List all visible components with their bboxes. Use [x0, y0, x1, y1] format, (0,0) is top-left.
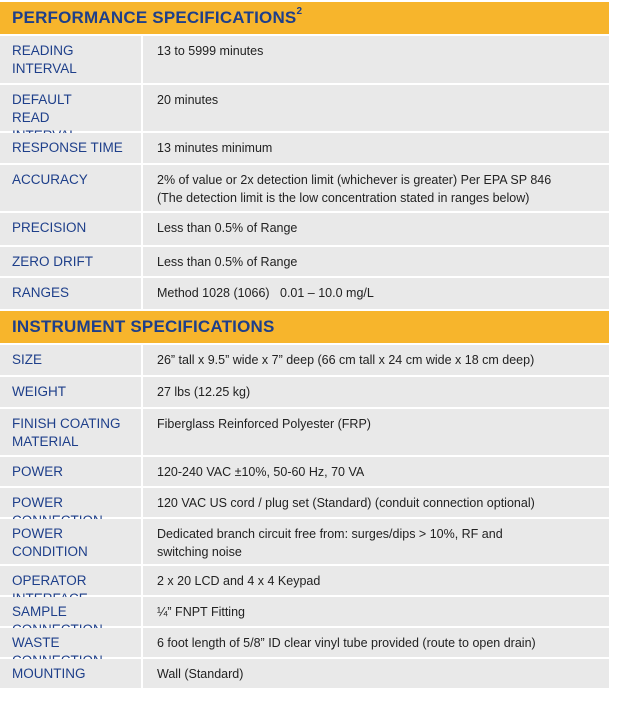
spec-value: 120-240 VAC ±10%, 50-60 Hz, 70 VA [143, 457, 609, 486]
spec-label: ACCURACY [0, 165, 141, 211]
spec-label: OPERATOR [0, 566, 141, 595]
performance-title-footnote: 2 [296, 6, 303, 18]
spec-label: SIZE [0, 345, 141, 375]
spec-value: 27 lbs (12.25 kg) [143, 377, 609, 407]
spec-label: POWER [0, 488, 141, 517]
spec-value: 2 x 20 LCD and 4 x 4 Keypad [143, 566, 609, 595]
spec-row-finish-coating-material [0, 409, 609, 455]
spec-row-waste-connection [0, 628, 609, 657]
spec-value: Less than 0.5% of Range [143, 213, 609, 245]
spec-value: Dedicated branch circuit free from: surges/dips > 10%, RF and switching noise [143, 519, 609, 564]
instrument-title: INSTRUMENT SPECIFICATIONS [12, 317, 275, 336]
spec-label: WASTE [0, 628, 141, 657]
spec-label: POWER CONDITION [0, 519, 141, 564]
spec-row-reading-interval [0, 36, 609, 83]
spec-value: 2% of value or 2x detection limit (whichever is greater) Per EPA SP 846 (The detection limit is the low concentration stated in ranges below) [143, 165, 609, 211]
spec-label: POWER [0, 457, 141, 486]
spec-value: Fiberglass Reinforced Polyester (FRP) [143, 409, 609, 455]
spec-value: ¼” FNPT Fitting [143, 597, 609, 626]
spec-row-size [0, 345, 609, 375]
spec-label: SAMPLE [0, 597, 141, 626]
spec-row-power [0, 457, 609, 486]
spec-row-operator-interface [0, 566, 609, 595]
spec-label: MOUNTING [0, 659, 141, 688]
spec-row-weight [0, 377, 609, 407]
spec-row-precision [0, 213, 609, 245]
performance-specifications-header [0, 2, 609, 34]
spec-value: 20 minutes [143, 85, 609, 131]
spec-label: FINISH COATING MATERIAL [0, 409, 141, 455]
spec-label: RESPONSE TIME [0, 133, 141, 163]
spec-row-power-connection [0, 488, 609, 517]
spec-row-zero-drift [0, 247, 609, 276]
performance-title: PERFORMANCE SPECIFICATIONS [12, 8, 297, 27]
spec-row-sample-connection [0, 597, 609, 626]
spec-label: RANGES [0, 278, 141, 309]
spec-value: Less than 0.5% of Range [143, 247, 609, 276]
spec-value: 6 foot length of 5/8” ID clear vinyl tube provided (route to open drain) [143, 628, 609, 657]
spec-label: DEFAULT READ [0, 85, 141, 131]
spec-value: 120 VAC US cord / plug set (Standard) (conduit connection optional) [143, 488, 609, 517]
spec-label: READING INTERVAL [0, 36, 141, 83]
spec-value: 13 to 5999 minutes [143, 36, 609, 83]
spec-value: 26” tall x 9.5” wide x 7” deep (66 cm tall x 24 cm wide x 18 cm deep) [143, 345, 609, 375]
spec-label: WEIGHT [0, 377, 141, 407]
spec-row-ranges [0, 278, 609, 309]
instrument-specifications-header [0, 311, 609, 343]
spec-row-default-read-interval [0, 85, 609, 131]
spec-row-mounting [0, 659, 609, 688]
spec-label: PRECISION [0, 213, 141, 245]
spec-value: 13 minutes minimum [143, 133, 609, 163]
spec-label: ZERO DRIFT [0, 247, 141, 276]
spec-row-power-condition [0, 519, 609, 564]
spec-value: Method 1028 (1066) 0.01 – 10.0 mg/L [143, 278, 609, 309]
spec-row-accuracy [0, 165, 609, 211]
spec-value: Wall (Standard) [143, 659, 609, 688]
spec-row-response-time [0, 133, 609, 163]
